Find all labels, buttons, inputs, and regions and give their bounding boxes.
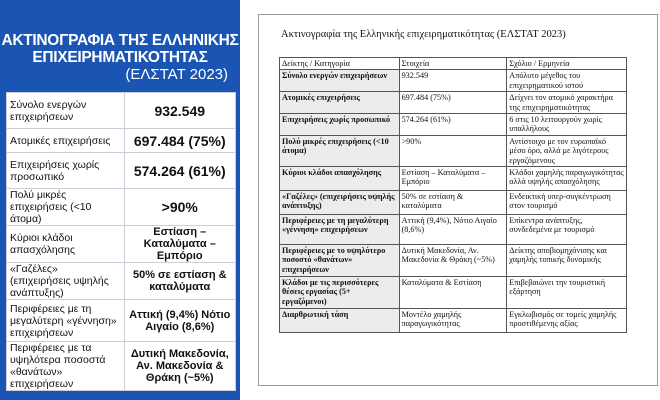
infographic-row <box>7 189 236 226</box>
header-comment: Σχόλιο / Ερμηνεία <box>507 58 627 70</box>
cell-data: Μοντέλο χαμηλής παραγωγικότητας <box>399 309 507 333</box>
cell-data: >90% <box>399 135 507 166</box>
cell-indicator: Σύνολο ενεργών επιχειρήσεων <box>280 70 400 92</box>
row-label: Περιφέρειες με τη μεγαλύτερη «γέννηση» επιχειρήσεων <box>7 300 125 342</box>
table-row <box>280 215 627 245</box>
infographic-row <box>7 153 236 189</box>
table-row <box>280 135 627 166</box>
cell-indicator: Πολύ μικρές επιχειρήσεις (<10 άτομα) <box>280 135 400 166</box>
infographic-row <box>7 226 236 263</box>
cell-comment: Εγκλωβισμός σε τομείς χαμηλής προστιθέμενης αξίας <box>507 309 627 333</box>
cell-indicator: Περιφέρειες με το υψηλότερο ποσοστό «θανάτων» επιχειρήσεων <box>280 245 400 277</box>
cell-indicator: Ατομικές επιχειρήσεις <box>280 92 400 114</box>
row-value: 932.549 <box>124 93 236 129</box>
table-row <box>280 191 627 215</box>
cell-comment: Απόλυτο μέγεθος του επιχειρηματικού ιστού <box>507 70 627 92</box>
cell-comment: Αντίστοιχο με τον ευρωπαϊκό μέσο όρο, αλλά με λιγότερους εργαζόμενους <box>507 135 627 166</box>
table-row <box>280 70 627 92</box>
row-value: 50% σε εστίαση & καταλύματα <box>124 263 236 300</box>
cell-data: Αττική (9,4%), Νότιο Αιγαίο (8,6%) <box>399 215 507 245</box>
cell-data: 697.484 (75%) <box>399 92 507 114</box>
row-value: 697.484 (75%) <box>124 129 236 153</box>
left-infographic-panel <box>0 0 240 400</box>
row-label: Σύνολο ενεργών επιχειρήσεων <box>7 93 125 129</box>
document-table <box>279 57 627 333</box>
row-value: >90% <box>124 189 236 226</box>
row-label: Επιχειρήσεις χωρίς προσωπικό <box>7 153 125 189</box>
cell-comment: Επιβεβαιώνει την τουριστική εξάρτηση <box>507 277 627 309</box>
cell-indicator: «Γαζέλες» (επιχειρήσεις υψηλής ανάπτυξης) <box>280 191 400 215</box>
infographic-title: ΑΚΤΙΝΟΓΡΑΦΙΑ ΤΗΣ ΕΛΛΗΝΙΚΗΣ ΕΠΙΧΕΙΡΗΜΑΤΙΚΟΤΗΤΑΣ <box>1 32 239 66</box>
cell-comment: 6 στις 10 λειτουργούν χωρίς υπαλλήλους <box>507 114 627 136</box>
cell-data: Εστίαση – Καταλύματα – Εμπόριο <box>399 167 507 191</box>
header-indicator: Δείκτης / Κατηγορία <box>280 58 400 70</box>
cell-comment: Ενδεικτική υπερ-συγκέντρωση στον τουρισμό <box>507 191 627 215</box>
cell-indicator: Κλάδοι με τις περισσότερες θέσεις εργασίας (5+ εργαζόμενοι) <box>280 277 400 309</box>
table-row <box>280 114 627 136</box>
row-value: Δυτική Μακεδονία, Αν. Μακεδονία & Θράκη (~5%) <box>124 342 236 391</box>
cell-data: 50% σε εστίαση & καταλύματα <box>399 191 507 215</box>
row-value: Εστίαση – Καταλύματα – Εμπόριο <box>124 226 236 263</box>
row-label: Ατομικές επιχειρήσεις <box>7 129 125 153</box>
cell-data: Καταλύματα & Εστίαση <box>399 277 507 309</box>
cell-comment: Επίκεντρα ανάπτυξης, συνδεδεμένα με τουρισμό <box>507 215 627 245</box>
infographic-row <box>7 129 236 153</box>
cell-data: Δυτική Μακεδονία, Αν. Μακεδονία & Θράκη (~5%) <box>399 245 507 277</box>
row-label: Περιφέρειες με τα υψηλότερα ποσοστά «θανάτων» επιχειρήσεων <box>7 342 125 391</box>
table-row <box>280 245 627 277</box>
cell-indicator: Διαρθρωτική τάση <box>280 309 400 333</box>
table-row <box>280 167 627 191</box>
cell-indicator: Επιχειρήσεις χωρίς προσωπικό <box>280 114 400 136</box>
cell-indicator: Κύριοι κλάδοι απασχόλησης <box>280 167 400 191</box>
cell-indicator: Περιφέρειες με τη μεγαλύτερη «γέννηση» επιχειρήσεων <box>280 215 400 245</box>
cell-data: 574.264 (61%) <box>399 114 507 136</box>
infographic-subtitle: (ΕΛΣΤΑΤ 2023) <box>125 66 228 83</box>
infographic-row <box>7 300 236 342</box>
table-row <box>280 277 627 309</box>
row-value: Αττική (9,4%) Νότιο Αιγαίο (8,6%) <box>124 300 236 342</box>
document-page <box>258 14 658 386</box>
table-row <box>280 92 627 114</box>
cell-data: 932.549 <box>399 70 507 92</box>
table-header-row <box>280 58 627 70</box>
header-data: Στοιχεία <box>399 58 507 70</box>
table-row <box>280 309 627 333</box>
infographic-row <box>7 263 236 300</box>
cell-comment: Κλάδοι χαμηλής παραγωγικότητας αλλά υψηλής απασχόλησης <box>507 167 627 191</box>
row-label: Κύριοι κλάδοι απασχόλησης <box>7 226 125 263</box>
infographic-table <box>6 92 236 391</box>
row-label: «Γαζέλες» (επιχειρήσεις υψηλής ανάπτυξης) <box>7 263 125 300</box>
cell-comment: Δείκτης αποβιομηχάνισης και χαμηλής τοπικής δυναμικής <box>507 245 627 277</box>
infographic-row <box>7 342 236 391</box>
document-title: Ακτινογραφία της Ελληνικής επιχειρηματικότητας (ΕΛΣΤΑΤ 2023) <box>281 29 566 40</box>
infographic-row <box>7 93 236 129</box>
row-label: Πολύ μικρές επιχειρήσεις (<10 άτομα) <box>7 189 125 226</box>
row-value: 574.264 (61%) <box>124 153 236 189</box>
cell-comment: Δείχνει τον ατομικό χαρακτήρα της επιχειρηματικότητας <box>507 92 627 114</box>
